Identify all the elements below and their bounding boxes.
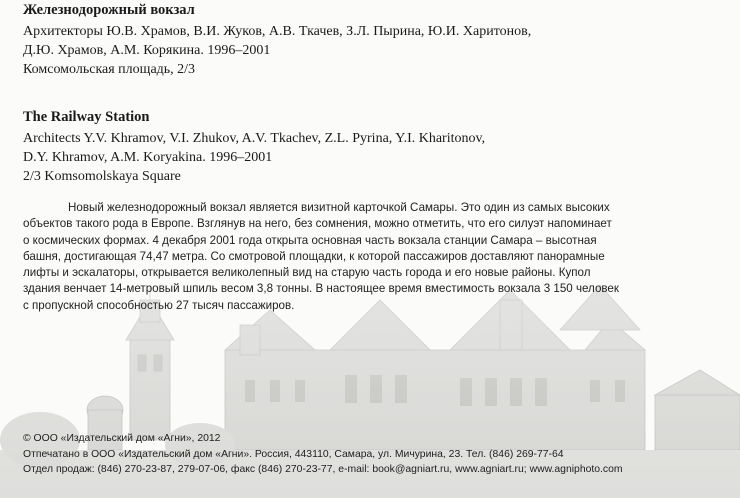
russian-title: Железнодорожный вокзал: [23, 2, 195, 18]
description-line: объектов такого рода в Европе. Взглянув на него, без сомнения, можно отметить, что его силуэт напоминает: [23, 217, 612, 231]
english-architects-line-1: Architects Y.V. Khramov, V.I. Zhukov, A.V. Tkachev, Z.L. Pyrina, Y.I. Kharitonov,: [23, 131, 486, 146]
english-architects-line-2: D.Y. Khramov, A.M. Koryakina. 1996–2001: [23, 150, 273, 165]
description-line: здания венчает 14-метровый шпиль весом 3,8 тонны. В настоящее время вместимость вокзала 3 150 человек: [23, 282, 619, 296]
description-line: с пропускной способностью 27 тысяч пассажиров.: [23, 298, 295, 312]
description-paragraph: [23, 200, 723, 314]
sales-contact-line: Отдел продаж: (846) 270-23-87, 279-07-06, факс (846) 270-23-77, e-mail: book@agniart.ru, www.agniart.ru; www.agniphoto.com: [23, 464, 623, 476]
english-address: 2/3 Komsomolskaya Square: [23, 169, 181, 184]
russian-architects-line-2: Д.Ю. Храмов, А.М. Корякина. 1996–2001: [23, 43, 271, 58]
publisher-footer: [23, 431, 723, 478]
description-line: башня, достигающая 74,47 метра. Со смотровой площадки, к которой пассажиров доставляют панорамные: [23, 249, 605, 263]
description-line: лифты и эскалаторы, открывается великолепный вид на старую часть города и его новые районы. Купол: [23, 266, 591, 280]
copyright-line: © ООО «Издательский дом «Агни», 2012: [23, 433, 221, 444]
printed-by-line: Отпечатано в ООО «Издательский дом «Агни». Россия, 443110, Самара, ул. Мичурина, 23. Тел. (846) 269-77-64: [23, 448, 564, 460]
description-line: Новый железнодорожный вокзал является визитной карточкой Самары. Это один из самых высоких: [68, 201, 610, 214]
russian-architects-line-1: Архитекторы Ю.В. Храмов, В.И. Жуков, А.В. Ткачев, З.Л. Пырина, Ю.И. Харитонов,: [23, 24, 532, 39]
english-title: The Railway Station: [23, 109, 150, 125]
russian-address: Комсомольская площадь, 2/3: [23, 62, 196, 77]
description-line: о космических формах. 4 декабря 2001 года открыта основная часть вокзала станции Самара – высотная: [23, 233, 597, 247]
